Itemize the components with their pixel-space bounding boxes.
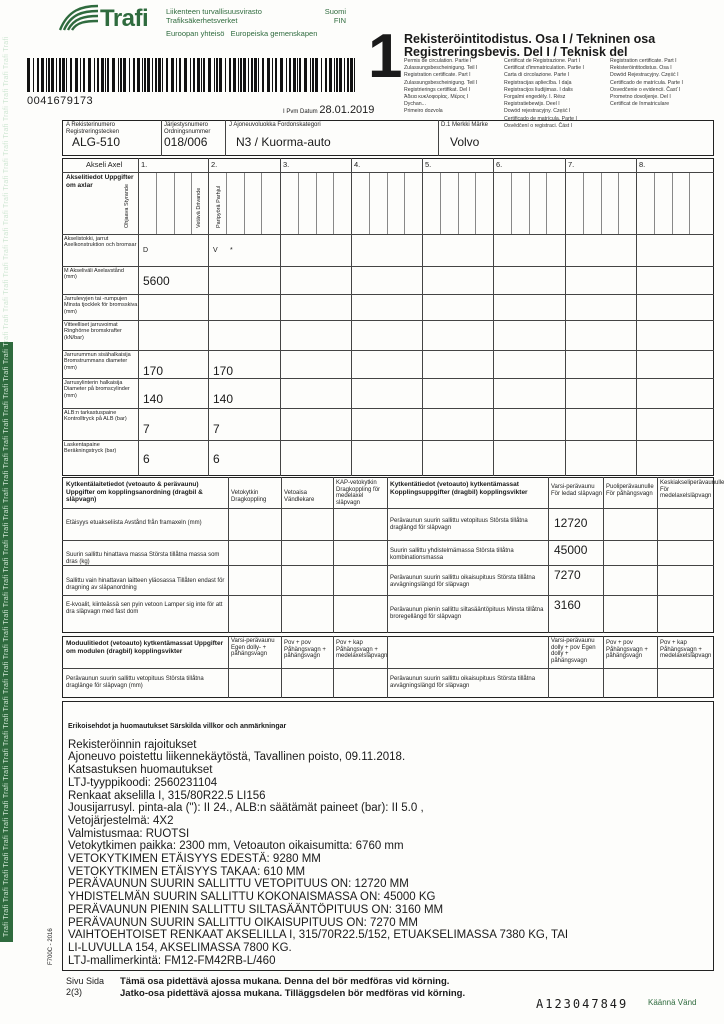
- barcode-bar: [201, 58, 202, 92]
- barcode-bar: [325, 58, 327, 92]
- logo-wordmark: Trafi: [100, 5, 149, 32]
- multilingual-title-line: Dowód Rejestracyjny. Część I: [610, 72, 679, 79]
- multilingual-title-line: Prometno dovoljenje. Del I: [610, 94, 671, 101]
- barcode-bar: [133, 58, 135, 92]
- axle-number: 1.: [141, 160, 148, 169]
- barcode-bar: [289, 58, 291, 92]
- barcode-bar: [179, 58, 181, 92]
- coupling-col-drawbar: Vetoaisa Vändlekare: [284, 490, 315, 503]
- coupling-row-max-tow-length-value: 12720: [554, 516, 588, 530]
- note-line: LTJ-tyyppikoodi: 2560231104: [68, 776, 218, 789]
- multilingual-title-line: Permis de circulation. Partie I: [404, 58, 472, 64]
- multilingual-title-line: Certificat de înmatriculare: [610, 101, 670, 108]
- axle-row-label: Jarrulevyjen tai -rumpujen Minsta tjocklek för bromsskiva (mm): [64, 296, 138, 315]
- barcode-bar: [147, 58, 150, 92]
- barcode-bar: [152, 58, 153, 92]
- barcode-bar: [27, 58, 30, 92]
- axle-cell-value: 140: [143, 392, 164, 406]
- barcode-bar: [214, 58, 215, 92]
- multilingual-title-line: Certificat de Registrazione. Part I: [504, 58, 581, 64]
- coupling-row-combination-mass-label: Suurin sallittu yhdistelmämassa Största tillåtna kombinationsmassa: [390, 548, 514, 561]
- barcode-bar: [37, 58, 39, 92]
- barcode-bar: [129, 58, 130, 92]
- multilingual-title-line: Zulassungsbescheinigung. Teil I: [404, 79, 478, 86]
- barcode-bar: [59, 58, 61, 92]
- axle-data-table: [62, 158, 714, 476]
- trafi-logo-icon: [58, 4, 100, 32]
- multilingual-title-line: Forgalmi engedély. I. Rész: [504, 94, 566, 101]
- axle-number: 4.: [354, 160, 361, 169]
- coupling-col-kap: KAP-vetokytkin Dragkoppling för medelaxel släpvagn: [336, 480, 381, 506]
- barcode-bar: [350, 58, 353, 92]
- axle-row-label: M Akseliväli Axelavstånd (mm): [64, 268, 124, 281]
- barcode-bar: [176, 58, 177, 92]
- barcode-bar: [225, 58, 226, 92]
- multilingual-title-line: Certificat d'immatriculation. Partie I: [504, 65, 584, 72]
- make-value: Volvo: [450, 135, 480, 149]
- form-serial-number: A123047849: [536, 997, 629, 1011]
- modular-col-dolly-right: Varsi-perävaunu dolly + pov Egen dolly + påhängsvagn: [551, 638, 596, 664]
- barcode-bar: [83, 58, 85, 92]
- modular-row-straightening: Perävaunun suurin sallittu oikaisupituus Största tillåtna avvägningslängd för släpvagn: [390, 676, 536, 689]
- barcode-bar: [293, 58, 296, 92]
- multilingual-title-line: Registration certificate. Part I: [404, 72, 471, 79]
- turn-page-hint: Käännä Vänd: [648, 998, 697, 1007]
- note-line: Valmistusmaa: RUOTSI: [68, 827, 190, 840]
- barcode-bar: [203, 58, 205, 92]
- reg-number-value: ALG-510: [72, 135, 121, 149]
- barcode-bar: [66, 58, 67, 92]
- security-side-strip: [0, 36, 13, 942]
- form-code: F700C - 2016: [48, 928, 54, 965]
- barcode-bar: [120, 58, 122, 92]
- note-line: YHDISTELMÄN SUURIN SALLITTU KOKONAISMASSA ON: 45000 KG: [68, 891, 436, 904]
- axle-cell-value: *: [230, 247, 233, 254]
- barcode-bar: [339, 58, 342, 92]
- barcode-bar: [51, 58, 54, 92]
- barcode-bar: [123, 58, 126, 92]
- barcode-bar: [41, 58, 44, 92]
- modular-row-max-tow-length: Perävaunun suurin sallittu vetopituus Största tillåtna draglänge för släpvagn (mm): [66, 676, 204, 689]
- axle-number: 8.: [639, 160, 646, 169]
- vehicle-category-label: J Ajoneuvoluokka Fordonskategori: [229, 122, 321, 128]
- multilingual-title-line: Osvědčení o registraci. Část I: [504, 122, 573, 129]
- axle-number: 2.: [211, 160, 218, 169]
- barcode-bar: [97, 58, 99, 92]
- coupling-row-bridge-rule-label: Perävaunun pienin sallittu siltasääntöpituus Minsta tillåtna broregellängd för släpvagn: [390, 607, 544, 620]
- axle-row-label: Jarrurummun sisähalkaisija Bromstrummans diameter (mm): [64, 352, 131, 371]
- axle2-dual-wheel-label: Paripyörä Parhjul: [216, 185, 222, 228]
- part-number: 1: [368, 22, 403, 91]
- barcode-bar: [48, 58, 50, 92]
- multilingual-title-line: Registratiebewijs. Deel I: [504, 101, 560, 108]
- note-line: VETOKYTKIMEN ETÄISYYS TAKAA: 610 MM: [68, 865, 306, 878]
- axle1-steering-label: Ohjaava Styrande: [124, 183, 130, 228]
- modular-left-title: Moduulitiedot (vetoauto) kytkentämassat Uppgifter om modulen (dragbil) kopplingsvikter: [66, 640, 224, 655]
- note-line: Vetokytkimen paikka: 2300 mm, Vetoauton oikaisumitta: 6760 mm: [68, 840, 404, 853]
- axle-header-label: Akseli Axel: [86, 160, 123, 169]
- barcode-bar: [155, 58, 157, 92]
- barcode-bar: [312, 58, 314, 92]
- axle-row-label: Vitteelliset jarruvoimat Ringhörne bromskrafter (kN/bar): [64, 322, 122, 341]
- barcode-bar: [88, 58, 91, 92]
- barcode-bar: [240, 58, 242, 92]
- coupling-col-semi-trailer: Puoliperävaunulle För påhängsvagn: [606, 484, 654, 497]
- barcode-bar: [334, 58, 335, 92]
- barcode-bar: [216, 58, 218, 92]
- axle-row-label: ALB:n tarkastuspaine Kontrolltryck på ALB (bar): [64, 410, 127, 423]
- coupling-row-straightening-label: Perävaunun suurin sallittu oikaisupituus Största tillåtna avvägningslängd för släpvagn: [390, 575, 536, 588]
- barcode-bar: [197, 58, 200, 92]
- multilingual-title-line: Registracijos liudijimas. I dalis: [504, 86, 573, 93]
- barcode-bar: [118, 58, 119, 92]
- axle-cell-value: 7: [213, 422, 220, 436]
- axle-number: 3.: [283, 160, 290, 169]
- axle-cell-value: 170: [213, 364, 234, 378]
- axle-cell-value: 6: [213, 452, 220, 466]
- note-line: VETOKYTKIMEN ETÄISYYS EDESTÄ: 9280 MM: [68, 853, 321, 866]
- barcode-bar: [75, 58, 78, 92]
- barcode-bar: [70, 58, 72, 92]
- coupling-left-title: Kytkentälaitetiedot (vetoauto & perävaunu) Uppgifter om kopplingsanordning (dragbil & släpvagn): [66, 481, 203, 503]
- note-line: Ajoneuvo poistettu liikennekäytöstä, Tavallinen poisto, 09.11.2018.: [68, 751, 406, 764]
- note-line: Renkaat akselilla I, 315/80R22.5 LI156: [68, 789, 266, 802]
- multilingual-title-line: Certificado de matrícula. Parte I: [504, 115, 577, 122]
- multilingual-title-line: Osvedčenie o evidencii. Časť I: [610, 86, 681, 93]
- barcode-bar: [208, 58, 211, 92]
- note-line: PERÄVAUNUN PIENIN SALLITTU SILTASÄÄNTÖPITUUS ON: 3160 MM: [68, 903, 444, 916]
- barcode-bar: [80, 58, 81, 92]
- coupling-row-combination-mass-value: 45000: [554, 543, 588, 557]
- note-line: Katsastuksen huomautukset: [68, 764, 213, 777]
- multilingual-title-line: Zulassungsbescheinigung. Teil I: [404, 65, 478, 72]
- barcode-bar: [336, 58, 338, 92]
- multilingual-title-col-3: [610, 58, 714, 108]
- axle-cell-value: 7: [143, 422, 150, 436]
- coupling-row-towable-mass: Suurin sallittu hinattava massa Största tillåtna massa som dras (kg): [66, 552, 220, 565]
- coupling-row-distance: Etäisyys etuakseliista Avstånd från framaxeln (mm): [66, 520, 202, 526]
- barcode-bar: [142, 58, 143, 92]
- barcode-bar: [166, 58, 168, 92]
- eu-line: Euroopan yhteisö Europeiska gemenskapen: [166, 29, 318, 38]
- barcode-bar: [299, 58, 301, 92]
- axle-number: 6.: [496, 160, 503, 169]
- axle2-driving-label: Vetävä Drivande: [196, 187, 202, 228]
- barcode-bar: [190, 58, 191, 92]
- barcode-bar: [254, 58, 257, 92]
- multilingual-title-line: Dowód rejestracyjny. Część I: [504, 108, 571, 115]
- document-serial: 0041679173: [27, 95, 94, 107]
- barcode-bar: [267, 58, 270, 92]
- barcode-bar: [46, 58, 47, 92]
- axle-cell-value: D: [143, 247, 149, 254]
- barcode-bar: [280, 58, 283, 92]
- axle-cell-value: 6: [143, 452, 150, 466]
- note-line: PERÄVAUNUN SUURIN SALLITTU VETOPITUUS ON: 12720 MM: [68, 878, 409, 891]
- barcode-bar: [219, 58, 222, 92]
- barcode-bar: [262, 58, 264, 92]
- barcode-bar: [233, 58, 236, 92]
- barcode-bar: [144, 58, 146, 92]
- barcode-image: [27, 58, 357, 92]
- barcode-bar: [315, 58, 318, 92]
- note-line: VAIHTOEHTOISET RENKAAT AKSELILLA I, 315/70R22.5/152, ETUAKSELIMASSA 7380 KG, TAI: [68, 929, 569, 942]
- axle-cell-value: V: [213, 247, 218, 254]
- barcode-bar: [171, 58, 174, 92]
- axle-number: 7.: [568, 160, 575, 169]
- barcode-bar: [105, 58, 106, 92]
- note-line: LTJ-mallimerkintä: FM12-FM42RB-L/460: [68, 954, 276, 967]
- coupling-col-towbar: Vetokytkin Dragkoppling: [231, 490, 267, 503]
- barcode-bar: [272, 58, 273, 92]
- axle-cell-value: 170: [143, 364, 164, 378]
- coupling-col-center-axle: Keskiakseliperävaunulle För medelaxelsläpvagn: [660, 480, 724, 499]
- page-indicator: Sivu Sida 2(3): [66, 976, 105, 997]
- coupling-row-allowed-only: Sallittu vain hinattavan laitteen yläosassa Tillåten endast för dragning av släpanordning: [66, 578, 225, 591]
- barcode-bar: [275, 58, 277, 92]
- barcode-bar: [94, 58, 95, 92]
- barcode-bar: [101, 58, 104, 92]
- barcode-bar: [112, 58, 115, 92]
- axle-number: 5.: [425, 160, 432, 169]
- issue-date: I Pvm Datum 28.01.2019: [283, 104, 375, 116]
- barcode-bar: [251, 58, 253, 92]
- coupling-row-bridge-rule-value: 3160: [554, 598, 581, 612]
- barcode-bar: [229, 58, 231, 92]
- modular-col-semi-semi: Pov + pov Påhängsvagn + påhängsvagn: [284, 640, 326, 659]
- modular-col-semi-semi-right: Pov + pov Påhängsvagn + påhängsvagn: [606, 640, 648, 659]
- barcode-bar: [248, 58, 249, 92]
- barcode-bar: [286, 58, 287, 92]
- coupling-row-max-tow-length-label: Perävaunun suurin sallittu vetopituus Största tillåtna draglängd för släpvagn: [390, 518, 528, 531]
- barcode-bar: [304, 58, 307, 92]
- multilingual-title-line: Certificado de matrícula. Parte I: [610, 79, 683, 86]
- carry-instructions: Tämä osa pidettävä ajossa mukana. Denna del bör medföras vid körning. Jatko-osa pidettävä ajossa mukana. Tilläggsdelen bör medföras vid körning.: [120, 976, 466, 999]
- barcode-bar: [354, 58, 355, 92]
- axle-cell-value: 140: [213, 392, 234, 406]
- barcode-bar: [344, 58, 345, 92]
- note-line: LI-LUVULLA 154, AKSELIMASSA 7800 KG.: [68, 941, 292, 954]
- multilingual-title-line: Dychan...: [404, 101, 426, 108]
- modular-col-semi-center: Pov + kap Påhängsvagn + medelaxelsläpvagn: [336, 640, 388, 659]
- coupling-row-not-suitable: E-kvoalit, kiinteässä sen pyin vetoon Lamper sig inte för att dra släpvagn med fast dom: [66, 602, 223, 615]
- note-line: Vetojärjestelmä: 4X2: [68, 814, 174, 827]
- barcode-bar: [258, 58, 259, 92]
- make-label: D.1 Merkki Märke: [441, 122, 489, 128]
- barcode-bar: [137, 58, 140, 92]
- barcode-bar: [310, 58, 311, 92]
- modular-col-semi-center-right: Pov + kap Påhängsvagn + medelaxelsläpvagn: [660, 640, 712, 659]
- modular-col-dolly: Varsi-perävaunu Egen dolly- + påhängsvagn: [231, 638, 275, 657]
- barcode-bar: [33, 58, 34, 92]
- barcode-bar: [238, 58, 239, 92]
- note-line: Jousijarrusyl. pinta-ala ("): II 24., ALB:n säätämät paineet (bar): II 5.0 ,: [68, 802, 424, 815]
- multilingual-title-line: Carta di circolazione. Parte I: [504, 72, 570, 79]
- coupling-row-straightening-value: 7270: [554, 568, 581, 582]
- barcode-bar: [329, 58, 332, 92]
- barcode-bar: [158, 58, 161, 92]
- multilingual-title-line: Registracijas apliecība. I daļa: [504, 79, 572, 86]
- multilingual-title-line: Rekisteröintitodistus. Osa I: [610, 65, 672, 72]
- barcode-bar: [162, 58, 163, 92]
- barcode-bar: [184, 58, 187, 92]
- barcode-bar: [56, 58, 57, 92]
- axle-cell-value: 5600: [143, 274, 170, 288]
- barcode-bar: [297, 58, 298, 92]
- multilingual-title-line: Registration certificate. Part I: [610, 58, 677, 64]
- document-title: Rekisteröintitodistus. Osa I / Tekninen osa Registreringsbevis. Del I / Teknisk del: [404, 32, 656, 59]
- multilingual-title-line: Άδεια κυκλοφορίας. Μέρος I: [404, 94, 469, 101]
- special-conditions-caption: Erikoisehdot ja huomautukset Särskilda villkor och anmärkningar: [68, 723, 287, 730]
- barcode-bar: [193, 58, 195, 92]
- coupling-col-full-trailer: Varsi-perävaunu För ledad släpvagn: [551, 484, 603, 497]
- note-line: PERÄVAUNUN SUURIN SALLITTU OIKAISUPITUUS ON: 7270 MM: [68, 916, 418, 929]
- barcode-bar: [321, 58, 322, 92]
- axle-section-title: Akselitiedot Uppgifter om axlar: [66, 174, 134, 189]
- agency-name: Liikenteen turvallisuusvirasto Trafiksäkerhetsverket: [166, 7, 262, 25]
- axle-row-label: Jarrusylinterin halkaisija Diameter på bromscylinder (mm): [64, 380, 130, 399]
- side-strip-text: Trafi Trafi Trafi Trafi Trafi Trafi Trafi Trafi Trafi Trafi Trafi Trafi Trafi Trafi Trafi Trafi Trafi Trafi Trafi Trafi Trafi Trafi Trafi Trafi Trafi Trafi Trafi Trafi Trafi Trafi Trafi Trafi Trafi Trafi Trafi Trafi Trafi Trafi Trafi Trafi Trafi Trafi Trafi Trafi Trafi Trafi Trafi Trafi Trafi Trafi Trafi Trafi: [3, 36, 10, 937]
- barcode-bar: [243, 58, 246, 92]
- special-conditions-text: [68, 721, 568, 967]
- country-name: Suomi FIN: [324, 7, 346, 25]
- barcode-bar: [107, 58, 109, 92]
- order-number-value: 018/006: [164, 135, 208, 149]
- axle-row-label: Laskentapaine Beräkningstryck (bar): [64, 442, 117, 455]
- multilingual-title-line: Registrierings certifikat. Del I: [404, 86, 471, 93]
- note-line: Rekisteröinnin rajoitukset: [68, 738, 197, 751]
- reg-number-label: A Rekisterinumero Registreringstecken: [66, 122, 120, 135]
- coupling-right-title: Kytkentätiedot (vetoauto) kytkentämassat Kopplingsuppgifter (dragbil) kopplingsvikter: [390, 481, 528, 496]
- multilingual-title-col-1: [404, 58, 504, 116]
- vehicle-category-value: N3 / Kuorma-auto: [236, 135, 331, 149]
- barcode-bar: [347, 58, 349, 92]
- multilingual-title-line: Primeiro dozvola: [404, 108, 443, 115]
- order-number-label: Järjestysnumero Ordningsnummer: [164, 122, 211, 135]
- barcode-bar: [62, 58, 65, 92]
- axle-row-label: Akselistokki, jarrut Axelkonstruktion och bromsar: [64, 236, 137, 249]
